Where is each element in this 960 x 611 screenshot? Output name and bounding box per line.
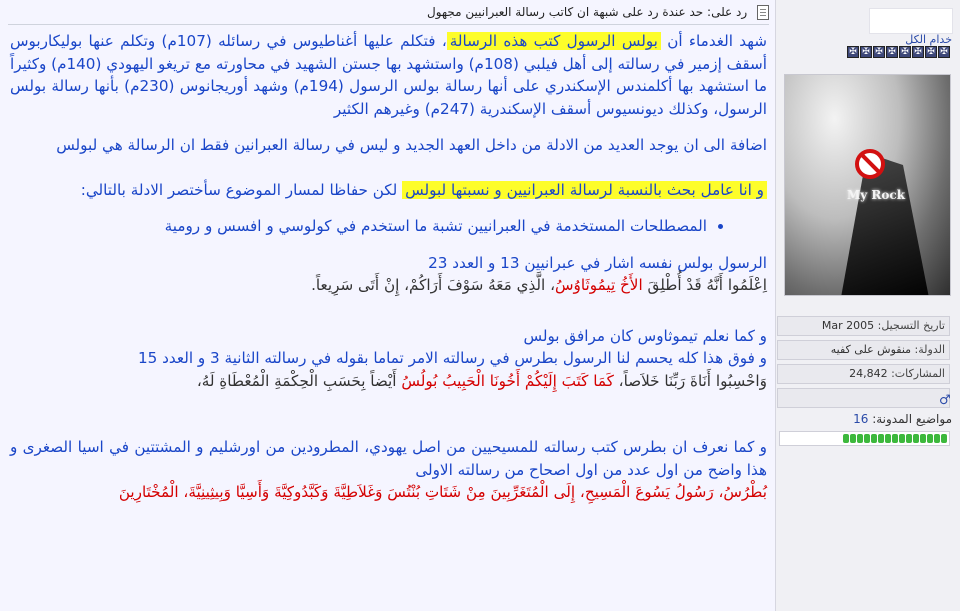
registered-date bbox=[777, 316, 950, 336]
list-item: • المصطلحات المستخدمة في العبرانيين تشبة ما استخدم في كولوسي و افسس و رومية bbox=[10, 215, 707, 238]
verse-2peter-3-15 bbox=[10, 370, 767, 393]
text: وَاحْسِبُوا أَنَاةَ رَبِّنَا خَلاَصاً، bbox=[613, 371, 767, 390]
blog-topics[interactable] bbox=[853, 412, 952, 426]
reputation-pip-icon bbox=[892, 434, 898, 443]
rank-star-icon: ✠ bbox=[860, 46, 872, 58]
text: ، فتكلم عليها أغناطيوس في رسائله (107م) وتكلم عنها بوليكاربوس أسقف إزمير في رسالته إلى أهل فيلبي (108م) واستشهد بها جستن الشهيد في محاورته مع تريغو اليهودي (140م) وكثيراً ما استشهد بها أكلمندس الإسكندري على أنها رسالة بولس الرسول (194م) وشهد أوريجانوس (230م) بأنها رسالة بولس الرسول، وكذلك ديونسيوس أسقف الإسكندرية (247م) وغيرهم الكثير bbox=[9, 32, 767, 118]
text: ، الَّذِي مَعَهُ سَوْفَ أَرَاكُمْ، إِنْ أَتَى سَرِيعاً. bbox=[311, 276, 556, 294]
prohibited-icon bbox=[855, 149, 885, 179]
rock-image bbox=[840, 153, 930, 296]
paragraph-internal-evidence: اضافة الى ان يوجد العديد من الادلة من داخل العهد الجديد و ليس في رسالة العبرانين فقط ان الرسالة هي لبولس bbox=[56, 136, 767, 154]
avatar bbox=[784, 74, 951, 296]
post-title: رد على: حد عندة رد على شبهة ان كاتب رسالة العبرانيين مجهول bbox=[426, 5, 748, 19]
reputation-pip-icon bbox=[857, 434, 863, 443]
label: تاريخ التسجيل: bbox=[877, 319, 945, 332]
reputation-pip-icon bbox=[941, 434, 947, 443]
reputation-pip-icon bbox=[906, 434, 912, 443]
label: المشاركات: bbox=[891, 367, 945, 380]
country bbox=[777, 340, 950, 360]
rank-star-icon: ✠ bbox=[847, 46, 859, 58]
reputation-pip-icon bbox=[871, 434, 877, 443]
highlight-research: و انا عامل بحث بالنسبة لرسالة العبرانيين و نسبتها لبولس bbox=[402, 181, 767, 199]
document-icon bbox=[757, 5, 769, 20]
verse-highlight: الأَخُ تِيمُوثَاوُسُ bbox=[555, 276, 643, 294]
reputation-pip-icon bbox=[885, 434, 891, 443]
rank-star-icon: ✠ bbox=[873, 46, 885, 58]
reputation-pip-icon bbox=[927, 434, 933, 443]
paragraph-research-note bbox=[10, 179, 767, 202]
verse-highlight: كَمَا كَتَبَ إِلَيْكُمْ أَخُونَا الْحَبِيبُ بُولُسُ bbox=[401, 371, 614, 390]
reputation-pip-icon bbox=[864, 434, 870, 443]
paragraph-timothy: و كما نعلم تيموثاوس كان مرافق بولس bbox=[523, 326, 767, 345]
rank-star-icon: ✠ bbox=[886, 46, 898, 58]
text: شهد الغدماء أن bbox=[660, 32, 767, 50]
paragraph-peter: و فوق هذا كله يحسم لنا الرسول بطرس في رسالته الامر تماما بقوله في رسالته الثانية 3 و العدد 15 bbox=[137, 349, 767, 367]
user-info-sidebar bbox=[775, 0, 960, 611]
reputation-bar bbox=[779, 431, 950, 446]
highlight-paul-wrote: بولس الرسول كتب هذه الرسالة bbox=[447, 32, 661, 50]
reputation-pip-icon bbox=[920, 434, 926, 443]
blog-count-link[interactable]: 16 bbox=[853, 412, 869, 426]
reputation-pip-icon bbox=[843, 434, 849, 443]
male-icon: ♂ bbox=[939, 393, 951, 408]
reputation-pip-icon bbox=[913, 434, 919, 443]
text: لكن حفاظا لمسار الموضوع سأختصر الادلة بالتالي: bbox=[80, 180, 403, 199]
rank-star-icon: ✠ bbox=[912, 46, 924, 58]
rank-star-icon: ✠ bbox=[938, 46, 950, 58]
rank-stars bbox=[847, 46, 950, 58]
value: منقوش على كفيه bbox=[830, 343, 912, 356]
reputation-pip-icon bbox=[934, 434, 940, 443]
reputation-pip-icon bbox=[878, 434, 884, 443]
evidence-list bbox=[10, 215, 767, 238]
reputation-pip-icon bbox=[899, 434, 905, 443]
post-count bbox=[777, 364, 950, 384]
post-title-bar bbox=[8, 2, 769, 25]
paragraph-hebrews-13: الرسول بولس نفسه اشار في عبرانيين 13 و العدد 23 bbox=[428, 253, 767, 272]
value: 24,842 bbox=[849, 367, 888, 380]
verse-1peter-1-1: بُطْرُسُ، رَسُولُ يَسُوعَ الْمَسِيحِ، إِلَى الْمُتَغَرِّبِينَ مِنْ شَتَاتِ بُنْتُسَ وَغَلاَطِيَّةَ وَكَبَّدُوكِيَّةَ وَأَسِيَّا وَبِيثِينِيَّةَ، الْمُخْتَارِينَ bbox=[118, 483, 767, 501]
user-title: خدام الكل bbox=[905, 33, 952, 46]
username-box[interactable] bbox=[869, 8, 953, 34]
verse-hebrews-13-23 bbox=[10, 274, 767, 297]
gender-row bbox=[777, 388, 950, 408]
rank-star-icon: ✠ bbox=[925, 46, 937, 58]
text: اِعْلَمُوا أَنَّهُ قَدْ أُطْلِقَ bbox=[642, 276, 767, 294]
paragraph-early-witnesses bbox=[10, 30, 767, 120]
avatar-caption: My Rock bbox=[847, 188, 906, 202]
rank-star-icon: ✠ bbox=[899, 46, 911, 58]
post-body bbox=[10, 30, 767, 504]
label: مواضيع المدونة: bbox=[872, 412, 952, 426]
value: Mar 2005 bbox=[821, 319, 875, 332]
paragraph-peter-audience: و كما نعرف ان بطرس كتب رسالته للمسيحيين من اصل يهودي، المطرودين من اورشليم و المشتتين في اسيا الصغرى و هذا واضح من اول عدد من اول اصحاح من رسالته الاولى bbox=[10, 438, 767, 479]
text: أَيْضاً بِحَسَبِ الْحِكْمَةِ الْمُعْطَاةِ لَهُ، bbox=[196, 371, 402, 390]
reputation-pip-icon bbox=[850, 434, 856, 443]
label: الدولة: bbox=[914, 343, 945, 356]
